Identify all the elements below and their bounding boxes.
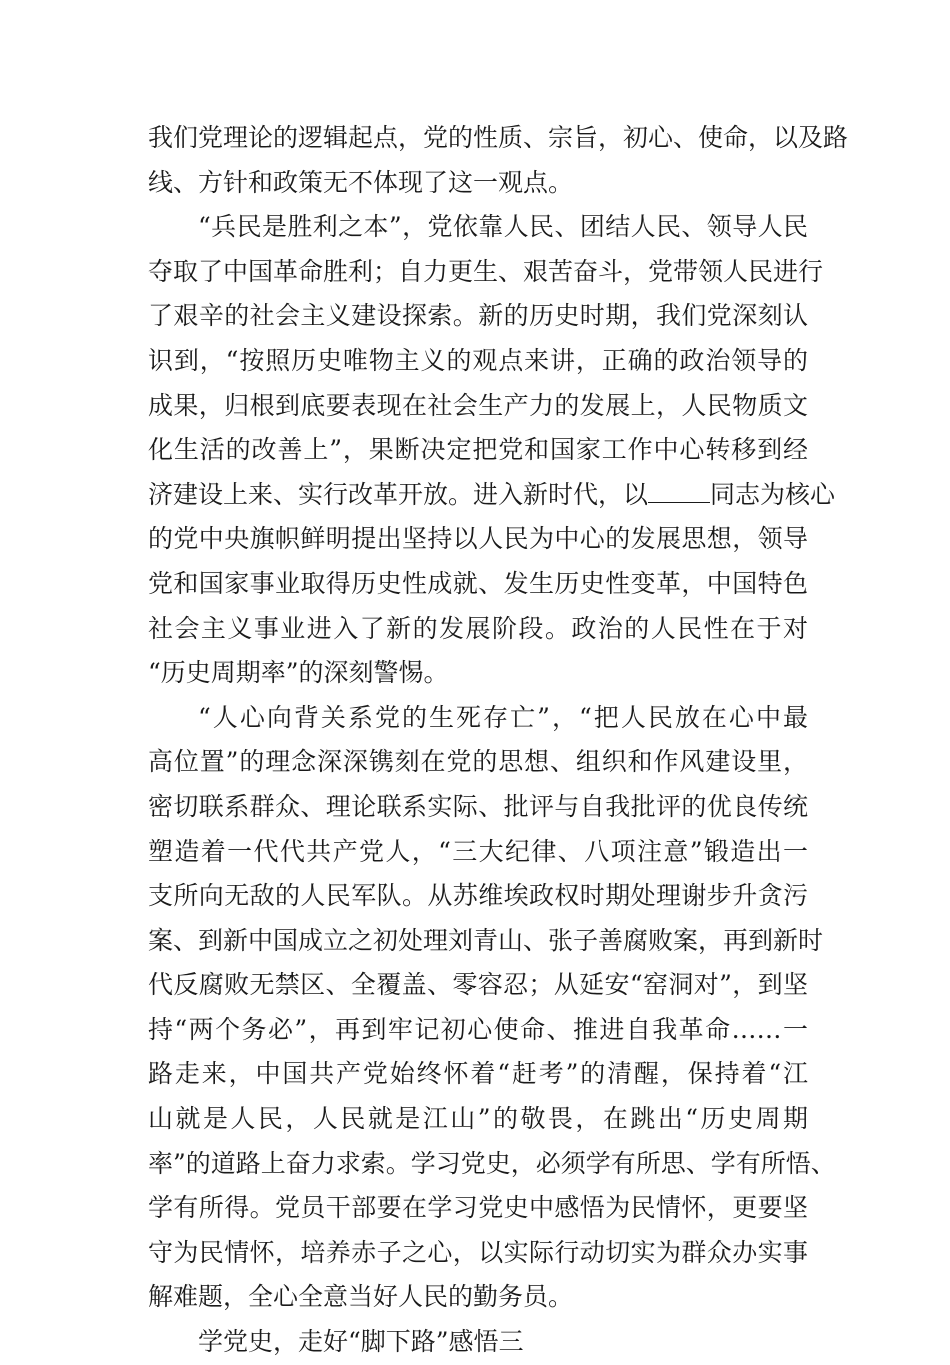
text-line: “历史周期率”的深刻警惕。: [148, 658, 449, 688]
section-heading: 学党史，走好“脚下路”感悟三: [198, 1327, 524, 1357]
text-line: “人心向背关系党的生死存亡”，“把人民放在心中最: [198, 702, 808, 732]
text-line: 了艰辛的社会主义建设探索。新的历史时期，我们党深刻认: [148, 301, 808, 331]
text-line: 密切联系群众、理论联系实际、批评与自我批评的优良传统: [148, 791, 808, 821]
text-line: 案、到新中国成立之初处理刘青山、张子善腐败案，再到新时: [148, 925, 824, 955]
text-line-with-blank: [148, 473, 836, 518]
text-line: 率”的道路上奋力求索。学习党史，必须学有所思、学有所悟、: [148, 1148, 836, 1178]
text-line: 我们党理论的逻辑起点，党的性质、宗旨，初心、使命，以及路: [148, 123, 849, 152]
text-segment: 同志为核心: [710, 479, 836, 509]
text-line: 解难题，全心全意当好人民的勤务员。: [148, 1282, 574, 1312]
text-line: 持“两个务必”，再到牢记初心使命、推进自我革命……一: [148, 1014, 808, 1044]
text-line: 守为民情怀，培养赤子之心，以实际行动切实为群众办实事: [148, 1237, 808, 1267]
text-line: “兵民是胜利之本”，党依靠人民、团结人民、领导人民: [198, 212, 808, 242]
text-segment: 济建设上来、实行改革开放。进入新时代，以: [148, 479, 649, 509]
text-line: 夺取了中国革命胜利；自力更生、艰苦奋斗，党带领人民进行: [148, 256, 824, 286]
text-line: 路走来，中国共产党始终怀着“赶考”的清醒，保持着“江: [148, 1059, 808, 1089]
text-line: 山就是人民，人民就是江山”的敬畏，在跳出“历史周期: [148, 1104, 808, 1134]
text-line: 成果，归根到底要表现在社会生产力的发展上，人民物质文: [148, 390, 808, 420]
text-line: 塑造着一代代共产党人，“三大纪律、八项注意”锻造出一: [148, 836, 808, 866]
document-body: [148, 116, 849, 1365]
text-line: 社会主义事业进入了新的发展阶段。政治的人民性在于对: [148, 613, 808, 643]
text-line: 学有所得。党员干部要在学习党史中感悟为民情怀，更要坚: [148, 1193, 808, 1223]
text-line: 高位置”的理念深深镌刻在党的思想、组织和作风建设里，: [148, 747, 808, 777]
text-line: 化生活的改善上”，果断决定把党和国家工作中心转移到经: [148, 435, 808, 465]
blank-underline: [648, 480, 710, 503]
text-line: 代反腐败无禁区、全覆盖、零容忍；从延安“窑洞对”，到坚: [148, 970, 808, 1000]
text-line: 线、方针和政策无不体现了这一观点。: [148, 167, 574, 197]
text-line: 支所向无敌的人民军队。从苏维埃政权时期处理谢步升贪污: [148, 881, 808, 911]
text-line: 的党中央旗帜鲜明提出坚持以人民为中心的发展思想，领导: [148, 524, 808, 554]
text-line: 识到，“按照历史唯物主义的观点来讲，正确的政治领导的: [148, 345, 808, 375]
text-line: 党和国家事业取得历史性成就、发生历史性变革，中国特色: [148, 568, 808, 598]
